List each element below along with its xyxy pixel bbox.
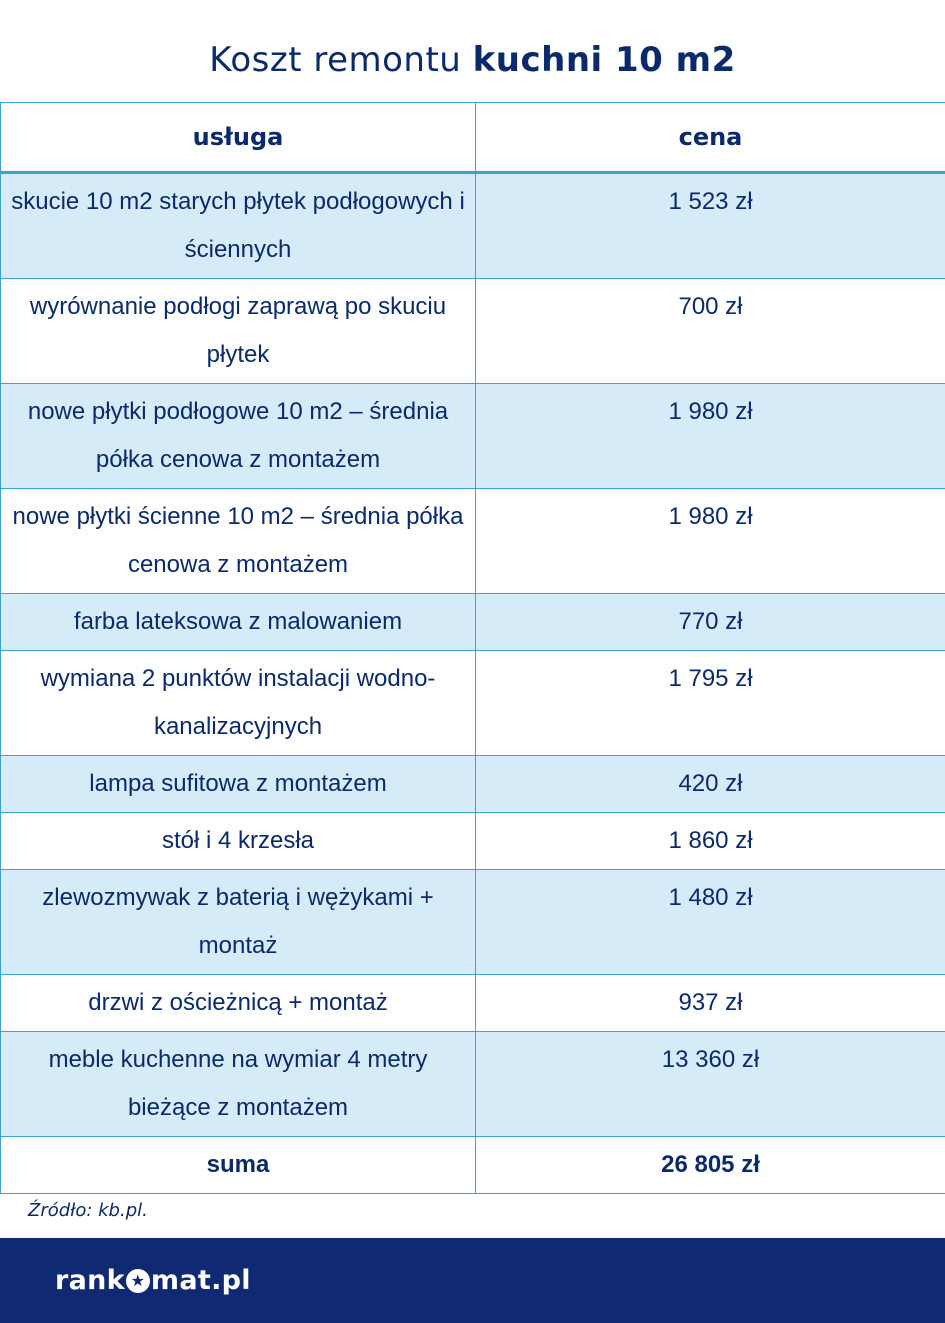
- table-row: [1, 384, 945, 489]
- price-cell: 1 523 zł: [476, 173, 945, 279]
- logo-text-start: rank: [55, 1265, 125, 1296]
- rankomat-logo: [55, 1265, 251, 1296]
- page-title: [0, 40, 945, 80]
- table-row: [1, 489, 945, 594]
- table-row: [1, 975, 945, 1032]
- price-cell: 1 795 zł: [476, 651, 945, 756]
- table-row: [1, 594, 945, 651]
- column-header-price: cena: [476, 103, 945, 173]
- table-row: [1, 173, 945, 279]
- service-cell: wymiana 2 punktów instalacji wodno-kanalizacyjnych: [1, 651, 476, 756]
- service-cell: nowe płytki podłogowe 10 m2 – średnia półka cenowa z montażem: [1, 384, 476, 489]
- price-cell: 13 360 zł: [476, 1032, 945, 1137]
- title-regular: Koszt remontu: [209, 40, 462, 80]
- price-cell: 770 zł: [476, 594, 945, 651]
- service-cell: skucie 10 m2 starych płytek podłogowych i ściennych: [1, 173, 476, 279]
- column-header-service: usługa: [1, 103, 476, 173]
- source-note: Źródło: kb.pl.: [28, 1200, 148, 1221]
- price-cell: 1 480 zł: [476, 870, 945, 975]
- price-cell: 937 zł: [476, 975, 945, 1032]
- cost-table: [0, 102, 945, 1194]
- service-cell: zlewozmywak z baterią i wężykami + montaż: [1, 870, 476, 975]
- service-cell: drzwi z ościeżnicą + montaż: [1, 975, 476, 1032]
- total-row: [1, 1137, 945, 1194]
- service-cell: wyrównanie podłogi zaprawą po skuciu płytek: [1, 279, 476, 384]
- footer-bar: [0, 1238, 945, 1323]
- table-header-row: [1, 103, 945, 173]
- price-cell: 1 860 zł: [476, 813, 945, 870]
- total-price: 26 805 zł: [476, 1137, 945, 1194]
- table-row: [1, 813, 945, 870]
- table-row: [1, 279, 945, 384]
- table-row: [1, 756, 945, 813]
- table-row: [1, 651, 945, 756]
- table-row: [1, 870, 945, 975]
- logo-text-end: mat.pl: [150, 1265, 251, 1296]
- service-cell: farba lateksowa z malowaniem: [1, 594, 476, 651]
- price-cell: 700 zł: [476, 279, 945, 384]
- title-bold: kuchni 10 m2: [472, 40, 736, 80]
- price-cell: 1 980 zł: [476, 384, 945, 489]
- table-row: [1, 1032, 945, 1137]
- star-icon: ★: [126, 1269, 150, 1293]
- service-cell: nowe płytki ścienne 10 m2 – średnia półka cenowa z montażem: [1, 489, 476, 594]
- price-cell: 1 980 zł: [476, 489, 945, 594]
- service-cell: stół i 4 krzesła: [1, 813, 476, 870]
- total-label: suma: [1, 1137, 476, 1194]
- service-cell: lampa sufitowa z montażem: [1, 756, 476, 813]
- service-cell: meble kuchenne na wymiar 4 metry bieżące z montażem: [1, 1032, 476, 1137]
- price-cell: 420 zł: [476, 756, 945, 813]
